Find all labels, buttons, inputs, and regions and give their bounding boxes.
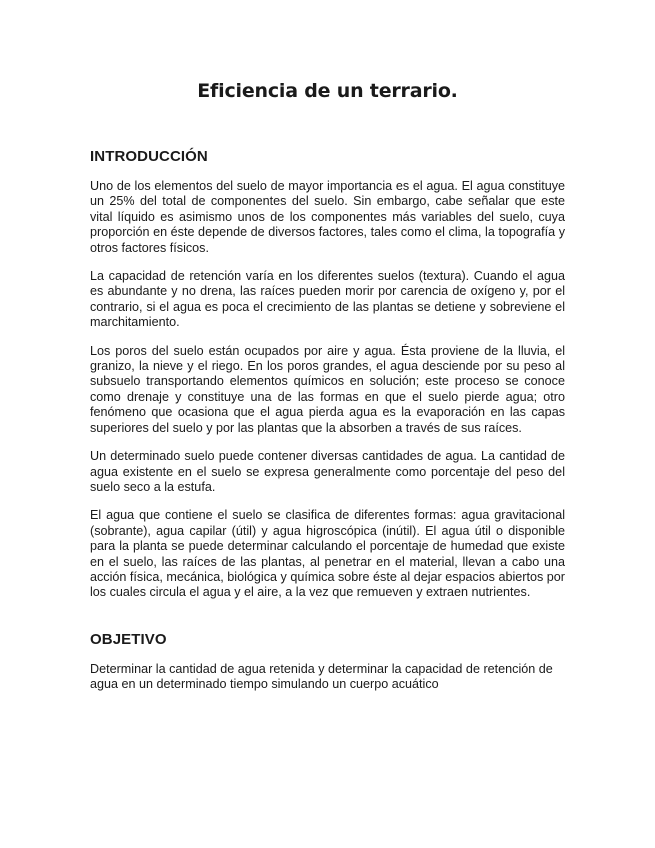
introduction-paragraph: La capacidad de retención varía en los diferentes suelos (textura). Cuando el agua es abundante y no drena, las raíces pueden morir por carencia de oxígeno y, por el contrario, si el agua es poca el crecimiento de las plantas se detiene y sobreviene el marchitamiento. [90, 269, 565, 330]
introduction-paragraph: Los poros del suelo están ocupados por aire y agua. Ésta proviene de la lluvia, el granizo, la nieve y el riego. En los poros grandes, el agua desciende por su peso al subsuelo transportando elementos químicos en solución; este proceso se conoce como drenaje y constituye una de las formas en que el suelo pierde agua; otro fenómeno que ocasiona que el agua pierda agua es la evaporación en las capas superiores del suelo y por las plantas que la absorben a través de sus raíces. [90, 343, 565, 435]
document-title: Eficiencia de un terrario. [197, 80, 458, 102]
objective-paragraph: Determinar la cantidad de agua retenida y determinar la capacidad de retención de agua en un determinado tiempo simulando un cuerpo acuático [90, 661, 553, 692]
introduction-paragraph: Un determinado suelo puede contener diversas cantidades de agua. La cantidad de agua existente en el suelo se expresa generalmente como porcentaje del peso del suelo seco a la estufa. [90, 449, 565, 494]
introduction-paragraph: Uno de los elementos del suelo de mayor importancia es el agua. El agua constituye un 25% del total de componentes del suelo. Sin embargo, cabe señalar que este vital líquido es asimismo unos de los componentes más variables del suelo, cuya proporción en éste depende de diversos factores, tales como el clima, la topografía y otros factores físicos. [90, 179, 565, 255]
document-body [90, 148, 565, 706]
objective-heading: OBJETIVO [90, 630, 167, 648]
introduction-heading: INTRODUCCIÓN [90, 148, 208, 165]
introduction-paragraph: El agua que contiene el suelo se clasifica de diferentes formas: agua gravitacional (sobrante), agua capilar (útil) y agua higroscópica (inútil). El agua útil o disponible para la planta se puede determinar calculando el porcentaje de humedad que existe en el suelo, las raíces de las plantas, al penetrar en el material, llevan a cabo una acción física, mecánica, biológica y química sobre éste al dejar espacios abiertos por los cuales circula el agua y el aire, a la vez que remueven y extraen nutrientes. [90, 508, 565, 600]
